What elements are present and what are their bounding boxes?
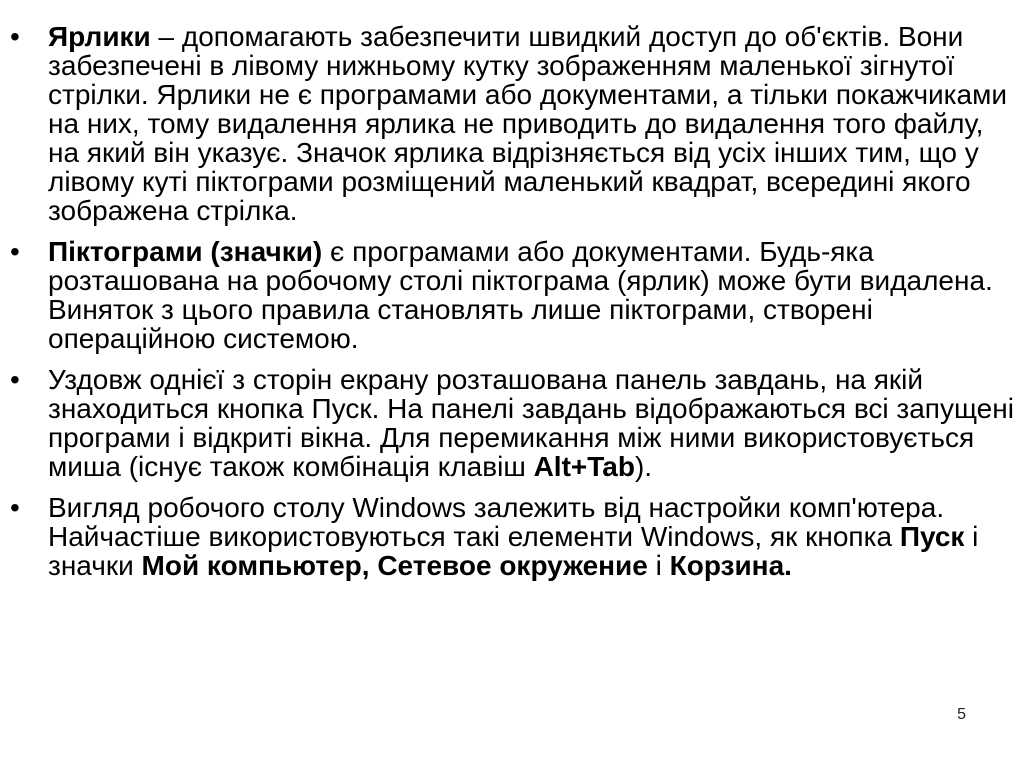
bullet-marker: • bbox=[10, 236, 20, 267]
body-text: ). bbox=[634, 451, 653, 482]
body-text: – допомагають забезпечити швидкий доступ до об'єктів. Вони забезпечені в лівому нижньому кутку зображенням маленької зігнутої стрілки. Ярлики не є програмами або документами, а тільки покажчиками на них, тому видалення ярлика не приводить до видалення того файлу, на який він указує. Значок ярлика відрізняється від усіх інших тим, що у лівому куті піктограми розміщений маленький квадрат, всередині якого зображена стрілка. bbox=[48, 21, 1007, 226]
bold-term: Ярлики bbox=[48, 21, 151, 52]
bullet-text bbox=[48, 492, 978, 581]
bold-term: Пуск bbox=[899, 521, 965, 552]
bold-term: Мой компьютер, Сетевое окружение bbox=[141, 550, 648, 581]
bullet-marker: • bbox=[10, 21, 20, 52]
bullet-item-icons bbox=[10, 237, 1016, 353]
body-text: є програмами або документами. Будь-яка розташована на робочому столі піктограма (ярлик) може бути видалена. Виняток з цього правила становлять лише піктограми, створені операційною системою. bbox=[48, 236, 993, 354]
bullet-list bbox=[10, 22, 1016, 592]
bullet-text bbox=[48, 364, 1014, 482]
body-text: і bbox=[647, 550, 670, 581]
body-text: Уздовж однієї з сторін екрану розташована панель завдань, на якій знаходиться кнопка Пуск. На панелі завдань відображаються всі запущені програми і відкриті вікна. Для перемикання між ними використовується миша (існує також комбінація клавіш bbox=[48, 364, 1014, 482]
bold-key-combo: Alt+Tab bbox=[533, 451, 635, 482]
bullet-text bbox=[48, 236, 993, 354]
bullet-text bbox=[48, 21, 1007, 226]
bullet-marker: • bbox=[10, 492, 20, 523]
bullet-item-shortcuts bbox=[10, 22, 1016, 225]
page-number: 5 bbox=[957, 706, 966, 723]
bold-term: Корзина. bbox=[669, 550, 792, 581]
bullet-item-taskbar bbox=[10, 365, 1016, 481]
bullet-marker: • bbox=[10, 364, 20, 395]
bold-term: Піктограми (значки) bbox=[48, 236, 323, 267]
body-text: і значки bbox=[48, 521, 979, 581]
body-text: Вигляд робочого столу Windows залежить від настройки комп'ютера. Найчастіше використовуються такі елементи Windows, як кнопка bbox=[48, 492, 945, 552]
bullet-item-desktop-view bbox=[10, 493, 1016, 580]
